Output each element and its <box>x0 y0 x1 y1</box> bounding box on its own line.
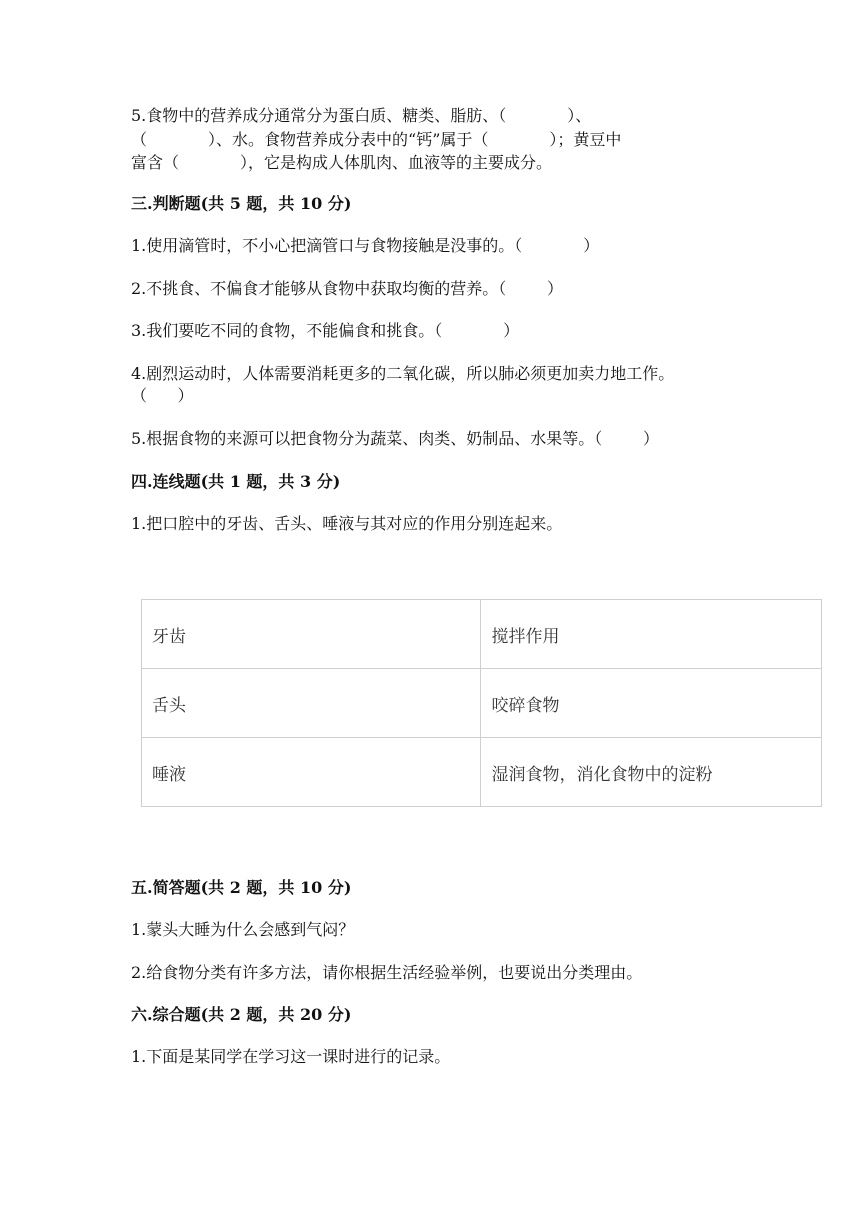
table-row <box>142 600 822 669</box>
judge-item-2: 2.不挑食、不偏食才能够从食物中获取均衡的营养。（ ） <box>131 279 563 298</box>
matching-question: 1.把口腔中的牙齿、舌头、唾液与其对应的作用分别连起来。 <box>131 514 563 533</box>
judge-item-3: 3.我们要吃不同的食物，不能偏食和挑食。（ ） <box>131 321 520 340</box>
section6-heading: 六.综合题(共 2 题，共 20 分) <box>131 1005 352 1024</box>
short-answer-2: 2.给食物分类有许多方法，请你根据生活经验举例，也要说出分类理由。 <box>131 963 643 982</box>
table-cell-organ: 唾液 <box>142 738 481 807</box>
judge-item-4-bracket: （ ） <box>131 386 194 405</box>
section3-heading: 三.判断题(共 5 题，共 10 分) <box>131 194 352 213</box>
matching-table <box>141 599 822 807</box>
section5-heading: 五.简答题(共 2 题，共 10 分) <box>131 878 352 897</box>
table-row <box>142 738 822 807</box>
table-cell-function: 湿润食物，消化食物中的淀粉 <box>481 738 822 807</box>
judge-item-4: 4.剧烈运动时，人体需要消耗更多的二氧化碳，所以肺必须更加卖力地工作。 <box>131 364 675 383</box>
q5-fill-line3: 富含（ ），它是构成人体肌肉、血液等的主要成分。 <box>131 153 553 172</box>
short-answer-1: 1.蒙头大睡为什么会感到气闷？ <box>131 920 355 939</box>
table-cell-organ: 舌头 <box>142 669 481 738</box>
judge-item-1: 1.使用滴管时，不小心把滴管口与食物接触是没事的。（ ） <box>131 236 600 255</box>
q5-fill-line2: （ ）、水。食物营养成分表中的“钙”属于（ ）；黄豆中 <box>131 130 622 149</box>
comprehensive-question-1: 1.下面是某同学在学习这一课时进行的记录。 <box>131 1047 451 1066</box>
table-cell-organ: 牙齿 <box>142 600 481 669</box>
q5-fill-line1: 5.食物中的营养成分通常分为蛋白质、糖类、脂肪、（ ）、 <box>131 106 592 125</box>
table-row <box>142 669 822 738</box>
section4-heading: 四.连线题(共 1 题，共 3 分) <box>131 472 341 491</box>
table-cell-function: 咬碎食物 <box>481 669 822 738</box>
table-cell-function: 搅拌作用 <box>481 600 822 669</box>
judge-item-5: 5.根据食物的来源可以把食物分为蔬菜、肉类、奶制品、水果等。（ ） <box>131 429 659 448</box>
